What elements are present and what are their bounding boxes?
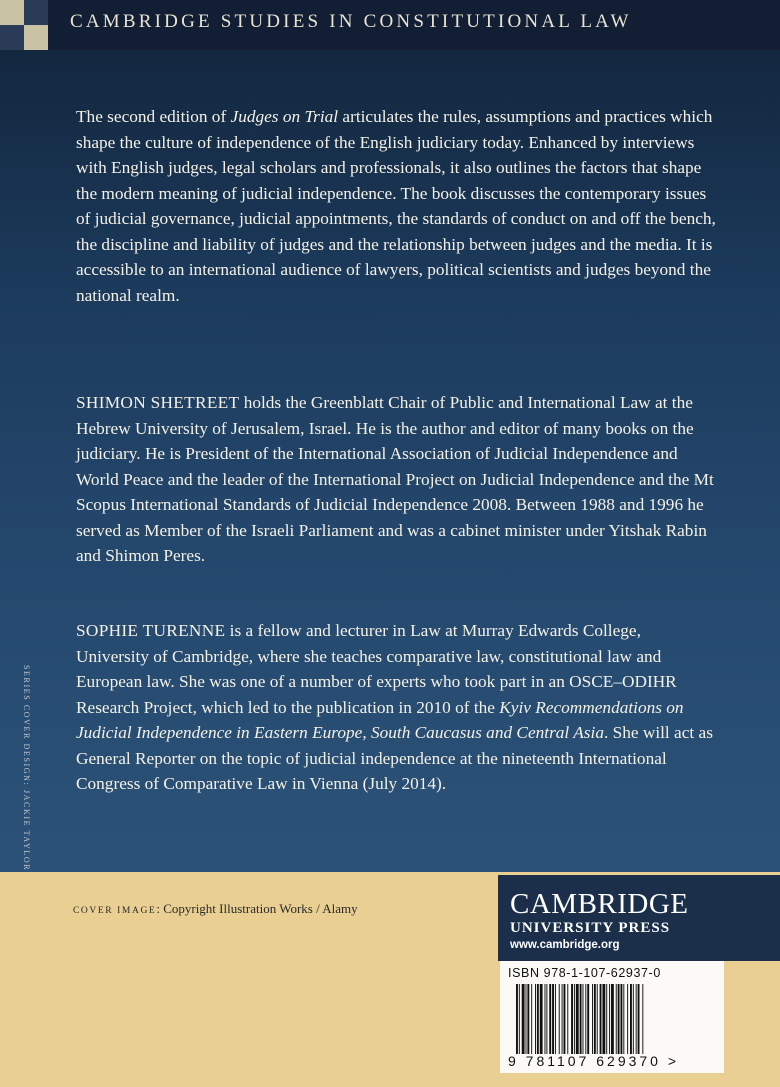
author-name-turenne: SOPHIE TURENNE xyxy=(76,621,226,640)
cover-image-credit-text: Copyright Illustration Works / Alamy xyxy=(163,901,358,916)
author-bio-text: holds the Greenblatt Chair of Public and International Law at the Hebrew University of Jerusalem, Israel. He is the author and editor of many books on the judiciary. He is President of the International Association of Judicial Independence and World Peace and the leader of the International Project on Judicial Independence and the Mt Scopus International Standards of Judicial Independence 2008. Between 1988 and 1996 he served as Member of the Israeli Parliament and was a cabinet minister under Yitshak Rabin and Shimon Peres. xyxy=(76,393,714,565)
series-band xyxy=(0,0,780,50)
barcode-box xyxy=(500,961,724,1073)
author-bio-text: . She will act as General Reporter on the topic of judicial independence at the nineteenth International Congress of Comparative Law in Vienna (July 2014). xyxy=(76,723,713,793)
cover-image-credit xyxy=(73,901,358,917)
barcode-digits: 9 781107 629370 > xyxy=(508,1053,680,1069)
cover-image-label: COVER IMAGE xyxy=(73,906,157,916)
isbn-label: ISBN 978-1-107-62937-0 xyxy=(508,966,661,980)
author-bio-text: is a fellow and lecturer in Law at Murray Edwards College, University of Cambridge, where she teaches comparative law, constitutional law and European law. She was one of a number of experts who took part in an OSCE–ODIHR Research Project, which led to the publication in 2010 of the xyxy=(76,621,677,717)
cover-image-separator: : xyxy=(156,901,164,916)
description-intro: The second edition of xyxy=(76,107,231,126)
author-name-shetreet: SHIMON SHETREET xyxy=(76,393,240,412)
publisher-url: www.cambridge.org xyxy=(510,939,620,951)
publisher-subname: UNIVERSITY PRESS xyxy=(510,920,671,936)
book-description xyxy=(76,104,716,308)
series-cover-design-credit: SERIES COVER DESIGN: JACKIE TAYLOR xyxy=(22,665,31,872)
series-title: CAMBRIDGE STUDIES IN CONSTITUTIONAL LAW xyxy=(70,11,632,32)
book-title: Judges on Trial xyxy=(230,107,339,126)
description-text: articulates the rules, assumptions and practices which shape the culture of independence of the English judiciary today. Enhanced by interviews with English judges, legal scholars and professionals, it also outlines the factors that shape the modern meaning of judicial independence. The book discusses the contemporary issues of judicial governance, judicial appointments, the standards of conduct on and off the bench, the discipline and liability of judges and the relationship between judges and the media. It is accessible to an international audience of lawyers, political scientists and judges beyond the national realm. xyxy=(76,107,716,305)
publisher-name: CAMBRIDGE xyxy=(510,888,689,920)
author-bio-shetreet xyxy=(76,390,716,569)
publisher-logo xyxy=(498,875,780,961)
barcode-icon xyxy=(516,984,708,1054)
checker-pattern xyxy=(0,0,48,50)
publication-title: Kyiv Recommendations on Judicial Independence in Eastern Europe, South Caucasus and Central Asia xyxy=(76,697,684,742)
author-bio-turenne xyxy=(76,618,716,797)
